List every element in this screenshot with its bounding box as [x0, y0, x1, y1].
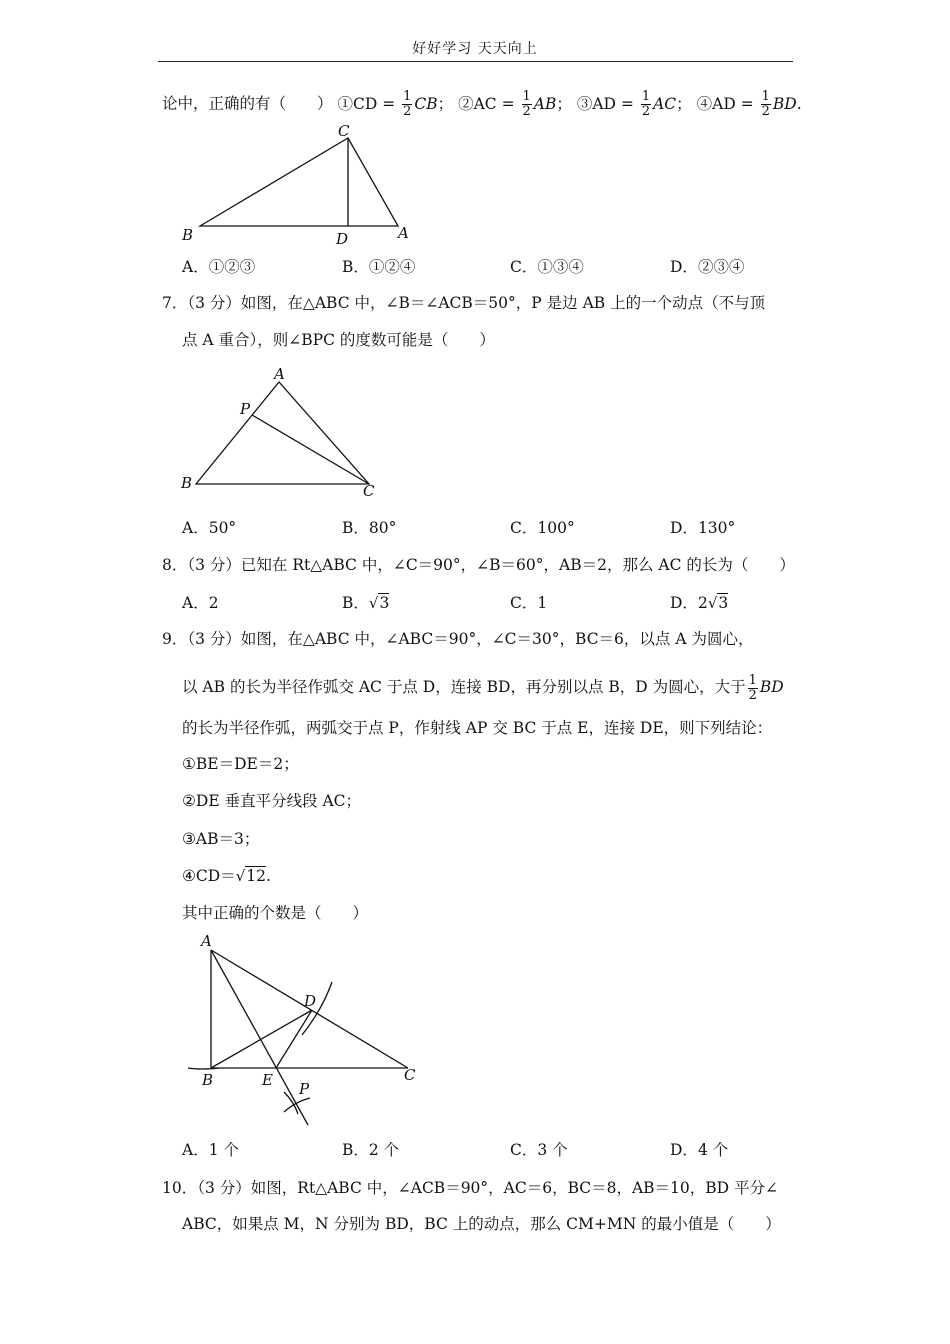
q6-stem-prefix: 论中，正确的有（ ） [162, 94, 333, 113]
q6-label-d: D [336, 230, 349, 248]
q9-option-d[interactable]: D．4 个 [670, 1141, 729, 1159]
q9-conclusion-3: ③AB＝3； [182, 830, 260, 848]
q9-stem-line1: 9．（3 分）如图，在△ABC 中，∠ABC＝90°，∠C＝30°，BC＝6，以点 A 为圆心， [162, 630, 754, 648]
q6-item-1: ①CD = $\frac{1}{2}$ CB； [337, 89, 454, 119]
q6-option-a[interactable]: A．①②③ [182, 258, 256, 276]
q6-item-3: ③AD = $\frac{1}{2}$ AC； [576, 89, 692, 119]
q6-option-b[interactable]: B．①②④ [342, 258, 416, 276]
q7-label-a: A [274, 365, 285, 383]
q10-stem-line2: ABC，如果点 M，N 分别为 BD，BC 上的动点，那么 CM+MN 的最小值是（ ） [182, 1215, 781, 1233]
q6-label-b: B [182, 226, 194, 244]
q9-option-b[interactable]: B．2 个 [342, 1141, 400, 1159]
q9-label-b: B [202, 1071, 214, 1089]
q8-option-a[interactable]: A．2 [182, 594, 219, 612]
q7-figure [178, 366, 398, 506]
q9-label-c: C [404, 1066, 416, 1084]
q6-label-c: C [338, 122, 350, 140]
q7-option-a[interactable]: A．50° [182, 519, 237, 537]
q8-option-d[interactable]: D．2√3 [670, 594, 729, 612]
q7-label-p: P [240, 400, 251, 418]
q6-label-a: A [398, 224, 409, 242]
q9-stem-line3: 的长为半径作弧，两弧交于点 P，作射线 AP 交 BC 于点 E，连接 DE，则下列结论： [182, 719, 773, 737]
q6-option-d[interactable]: D．②③④ [670, 258, 745, 276]
q9-option-a[interactable]: A．1 个 [182, 1141, 239, 1159]
q9-label-p: P [299, 1080, 310, 1098]
q7-label-c: C [363, 482, 375, 500]
q7-stem-line1: 7．（3 分）如图，在△ABC 中，∠B＝∠ACB＝50°，P 是边 AB 上的一个动点（不与顶 [162, 294, 766, 312]
q6-option-c[interactable]: C．①③④ [510, 258, 584, 276]
q7-stem-line2: 点 A 重合），则∠BPC 的度数可能是（ ） [182, 331, 495, 349]
q6-figure [170, 118, 410, 248]
q7-label-b: B [181, 474, 193, 492]
q9-conclusion-2: ②DE 垂直平分线段 AC； [182, 792, 362, 810]
q9-option-c[interactable]: C．3 个 [510, 1141, 568, 1159]
q9-label-e: E [262, 1071, 273, 1089]
q7-option-d[interactable]: D．130° [670, 519, 736, 537]
q8-option-b[interactable]: B．√3 [342, 594, 390, 612]
q9-conclusion-1: ①BE＝DE＝2； [182, 755, 299, 773]
q9-question: 其中正确的个数是（ ） [182, 904, 369, 922]
q9-label-a: A [201, 932, 212, 950]
q9-figure [180, 930, 430, 1130]
q7-option-b[interactable]: B．80° [342, 519, 397, 537]
q10-stem-line1: 10．（3 分）如图，Rt△ABC 中，∠ACB＝90°，AC＝6，BC＝8，AB＝10，BD 平分∠ [162, 1179, 779, 1197]
q6-item-2: ②AC = $\frac{1}{2}$ AB； [458, 89, 572, 119]
q6-stem [162, 90, 802, 119]
q9-stem-line2: 以 AB 的长为半径作弧交 AC 于点 D，连接 BD，再分别以点 B，D 为圆心，大于 $\frac{1}{2}$ BD [182, 672, 784, 703]
page-header: 好好学习 天天向上 [412, 41, 538, 57]
q9-conclusion-4: ④CD＝√12. [182, 867, 271, 885]
q9-label-d: D [304, 992, 317, 1010]
q7-option-c[interactable]: C．100° [510, 519, 575, 537]
q8-stem-line1: 8．（3 分）已知在 Rt△ABC 中，∠C＝90°，∠B＝60°，AB＝2，那么 AC 的长为（ ） [162, 556, 795, 574]
q6-item-4: ④AD = $\frac{1}{2}$ BD. [696, 89, 802, 119]
q8-option-c[interactable]: C．1 [510, 594, 548, 612]
header-rule [158, 61, 793, 62]
